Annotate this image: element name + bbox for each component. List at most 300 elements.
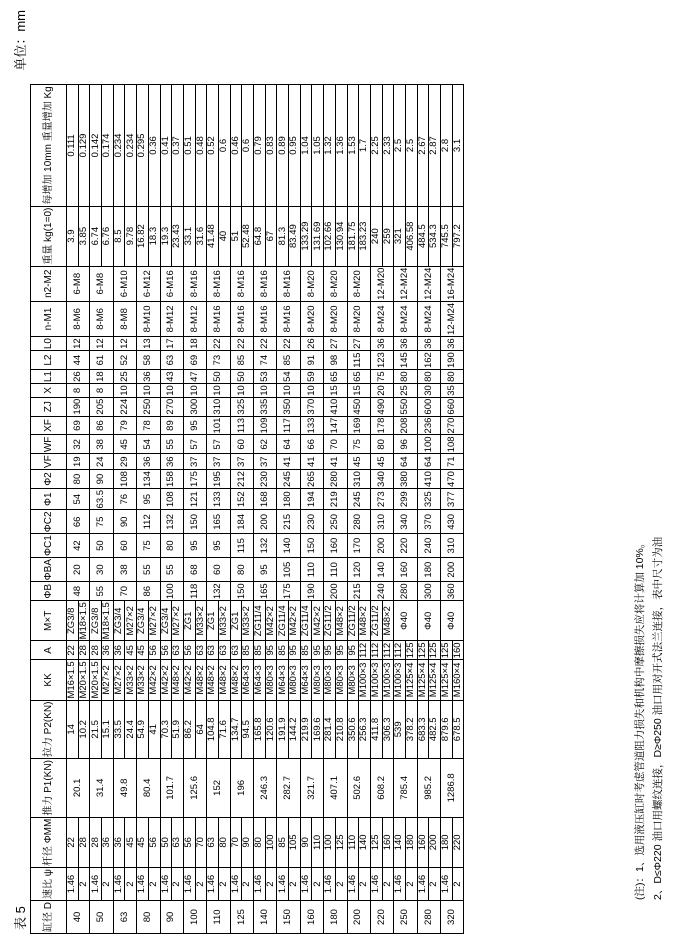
dim-cell: 190 — [67, 397, 90, 416]
rod-cell: 28 — [90, 817, 102, 867]
mt-cell: M48×2 — [359, 601, 371, 641]
column-header: X — [31, 384, 67, 398]
dim-cell: 270 — [160, 397, 183, 416]
dim-cell: 12 — [90, 337, 113, 351]
ratio-cell: 2 — [452, 868, 464, 901]
dim-cell: 175 — [183, 470, 206, 489]
ratio-cell: 2 — [218, 868, 230, 901]
weight-increment-cell: 0.89 — [277, 85, 289, 206]
pull-cell: 15.1 — [102, 700, 114, 759]
column-header: ΦC1 — [31, 534, 67, 558]
dim-cell: 325 — [417, 488, 440, 510]
weight-cell: 52.48 — [242, 206, 254, 266]
weight-increment-cell: 0.234 — [113, 85, 125, 206]
dim-cell: 550 — [394, 397, 417, 416]
a-cell: 85 — [277, 641, 289, 660]
rod-cell: 105 — [289, 817, 301, 867]
kk-cell: M80×3 — [265, 660, 277, 700]
table-body — [67, 85, 464, 934]
ratio-cell: 1.46 — [417, 868, 429, 901]
weight-cell: 183.23 — [359, 206, 371, 266]
push-cell: 407.1 — [324, 759, 347, 818]
bore-cell: 250 — [394, 901, 417, 934]
dim-cell: 50 — [207, 370, 230, 384]
rod-cell: 50 — [160, 817, 172, 867]
kk-cell: M33×2 — [137, 660, 149, 700]
dim-cell: 236 — [417, 416, 440, 435]
ratio-cell: 2 — [148, 868, 160, 901]
dim-cell: 90 — [113, 510, 136, 534]
kk-cell: M64×3 — [300, 660, 312, 700]
mt-cell: Φ40 — [394, 601, 417, 641]
dim-cell: 22 — [230, 337, 253, 351]
push-cell: 608.2 — [370, 759, 393, 818]
dim-cell: 69 — [67, 416, 90, 435]
pull-cell: 86.2 — [183, 700, 195, 759]
table-row — [254, 85, 266, 934]
kk-cell: M27×2 — [102, 660, 114, 700]
dim-cell: 265 — [300, 470, 323, 489]
kk-cell: M125×4 — [429, 660, 441, 700]
dim-cell: 212 — [230, 470, 253, 489]
column-header: 杆径 ΦMM — [31, 817, 67, 867]
push-cell: 125.6 — [183, 759, 206, 818]
push-cell: 985.2 — [417, 759, 440, 818]
dim-cell: 380 — [394, 470, 417, 489]
dim-cell: 110 — [300, 557, 323, 581]
bore-cell: 100 — [183, 901, 206, 934]
dim-cell: 71 — [441, 454, 464, 470]
push-cell: 31.4 — [90, 759, 113, 818]
weight-cell: 131.69 — [312, 206, 324, 266]
dim-cell: 63.5 — [90, 488, 113, 510]
dim-cell: 36 — [160, 454, 183, 470]
ratio-cell: 2 — [359, 868, 371, 901]
dim-cell: 8-M24 — [370, 301, 393, 336]
dim-cell: 80 — [441, 370, 464, 384]
pull-cell: 678.5 — [452, 700, 464, 759]
dim-cell: 101 — [207, 416, 230, 435]
weight-cell: 534.3 — [429, 206, 441, 266]
dim-cell: 27 — [347, 337, 370, 351]
a-cell: 22 — [67, 641, 79, 660]
dim-cell: 8 — [90, 384, 113, 398]
dim-cell: 8-M20 — [347, 301, 370, 336]
weight-cell: 23.43 — [172, 206, 184, 266]
dim-cell: 240 — [417, 534, 440, 558]
mt-cell: ZG1 — [183, 601, 195, 641]
dim-cell: 360 — [441, 582, 464, 601]
weight-cell: 81.3 — [277, 206, 289, 266]
pull-cell: 879.6 — [441, 700, 453, 759]
bore-cell: 200 — [347, 901, 370, 934]
a-cell: 125 — [405, 642, 417, 659]
dim-cell: 150 — [183, 510, 206, 534]
column-header: Φ2 — [31, 470, 67, 489]
rod-cell: 180 — [405, 817, 417, 867]
kk-cell: M64×3 — [277, 660, 289, 700]
bore-cell: 90 — [160, 901, 183, 934]
bore-cell: 280 — [417, 901, 440, 934]
dim-cell: 30 — [90, 557, 113, 581]
pull-cell: 350.6 — [347, 700, 359, 759]
push-cell: 321.7 — [300, 759, 323, 818]
column-header: 缸径 D — [31, 901, 67, 934]
dim-cell: 22 — [254, 337, 277, 351]
rod-cell: 56 — [148, 817, 160, 867]
ratio-cell: 1.46 — [67, 868, 79, 901]
bore-cell: 150 — [277, 901, 300, 934]
dim-cell: 98 — [324, 351, 347, 370]
dim-cell: 76 — [113, 488, 136, 510]
mt-cell: ZG3/8 — [67, 601, 79, 641]
dim-cell: 60 — [113, 534, 136, 558]
mt-cell: ZG1 — [230, 601, 242, 641]
dim-cell: 37 — [207, 454, 230, 470]
dim-cell: 8-M16 — [277, 301, 300, 336]
weight-increment-cell: 0.6 — [242, 85, 254, 206]
weight-cell: 259 — [382, 206, 394, 266]
table-row — [394, 85, 406, 934]
ratio-cell: 2 — [195, 868, 207, 901]
column-header: VF — [31, 454, 67, 470]
column-header: 重量 kg(1=0) — [31, 206, 67, 266]
dim-cell: 158 — [160, 470, 183, 489]
ratio-cell: 2 — [429, 868, 441, 901]
a-cell: 63 — [230, 641, 242, 660]
dim-cell: 8-M10 — [137, 301, 160, 336]
rod-cell: 45 — [137, 817, 149, 867]
a-cell: 160 — [451, 642, 463, 659]
ratio-cell: 1.46 — [183, 868, 195, 901]
dim-cell: 80 — [67, 470, 90, 489]
kk-cell: M20×1.5 — [77, 661, 89, 699]
pull-cell: 24.4 — [125, 700, 137, 759]
dim-cell: 450 — [347, 397, 370, 416]
dim-cell: 10 — [160, 384, 183, 398]
column-header: A — [31, 641, 67, 660]
weight-increment-cell: 0.95 — [289, 85, 301, 206]
rod-cell: 100 — [265, 817, 277, 867]
dim-cell: 300 — [183, 397, 206, 416]
weight-increment-cell: 0.295 — [137, 85, 149, 206]
weight-increment-cell: 2.8 — [441, 85, 453, 206]
dim-cell: 205 — [90, 397, 113, 416]
column-header: 拉力 P2(KN) — [31, 700, 67, 759]
dim-cell: 310 — [347, 470, 370, 489]
kk-cell: M27×2 — [113, 660, 125, 700]
a-cell: 85 — [242, 641, 254, 660]
dim-cell: 115 — [347, 351, 370, 370]
a-cell: 36 — [102, 641, 114, 660]
dim-cell: 240 — [370, 582, 393, 601]
dim-cell: 10 — [137, 384, 160, 398]
column-header: L1 — [31, 370, 67, 384]
dim-cell: 245 — [347, 488, 370, 510]
weight-increment-cell: 1.04 — [300, 85, 312, 206]
weight-increment-cell: 1.32 — [324, 85, 336, 206]
ratio-cell: 2 — [265, 868, 277, 901]
dim-cell: 64 — [394, 454, 417, 470]
weight-increment-cell: 0.234 — [125, 85, 137, 206]
pull-cell: 104.8 — [207, 700, 219, 759]
dim-cell: 60 — [207, 557, 230, 581]
push-cell: 1286.8 — [441, 759, 464, 818]
rod-cell: 70 — [195, 817, 207, 867]
mt-cell: Φ40 — [417, 601, 440, 641]
dim-cell: 160 — [394, 557, 417, 581]
ratio-cell: 2 — [289, 868, 301, 901]
dim-cell: 10 — [300, 384, 323, 398]
table-title: 表 5 — [13, 906, 28, 930]
weight-increment-cell: 1.7 — [359, 85, 371, 206]
mt-cell: M27×2 — [125, 601, 137, 641]
weight-increment-cell: 1.36 — [335, 85, 347, 206]
dim-cell: 30 — [417, 384, 440, 398]
dim-cell: 8-M8 — [113, 301, 136, 336]
dim-cell: 75 — [137, 534, 160, 558]
dim-cell: 112 — [137, 510, 160, 534]
dim-cell: 190 — [441, 351, 464, 370]
dim-cell: 8 — [67, 384, 90, 398]
table-row — [300, 85, 312, 934]
table-row — [67, 85, 79, 934]
push-cell: 49.8 — [113, 759, 136, 818]
ratio-cell: 1.46 — [300, 868, 312, 901]
note-1: (注)：1、选用液压缸时考虑管道阻力损失和机构中摩擦损失应将计算加 10%。 — [634, 537, 646, 900]
dim-cell: 8-M12 — [160, 301, 183, 336]
dim-cell: 270 — [441, 416, 464, 435]
dim-cell: 121 — [183, 488, 206, 510]
pull-cell: 482.5 — [429, 700, 441, 759]
dim-cell: 41 — [324, 454, 347, 470]
dim-cell: 230 — [254, 470, 277, 489]
dim-cell: 36 — [441, 337, 464, 351]
dim-cell: 273 — [370, 488, 393, 510]
column-header: n-M1 — [31, 301, 67, 336]
pull-cell: 10.2 — [78, 700, 90, 759]
column-header: 每增加 10mm 重量增加 Kg — [31, 85, 67, 206]
weight-increment-cell: 2.5 — [405, 85, 417, 206]
dim-cell: 36 — [394, 337, 417, 351]
rod-cell: 220 — [452, 817, 464, 867]
dim-cell: 55 — [160, 557, 183, 581]
dim-cell: 113 — [230, 416, 253, 435]
ratio-cell: 1.46 — [277, 868, 289, 901]
pull-cell: 21.5 — [90, 700, 102, 759]
table-row — [207, 85, 219, 934]
dim-cell: 8-M20 — [300, 301, 323, 336]
column-header: M×T — [31, 601, 67, 641]
kk-cell: M80×3 — [335, 660, 347, 700]
mt-cell: M48×2 — [382, 601, 394, 641]
weight-cell: 102.66 — [324, 206, 336, 266]
dim-cell: 68 — [183, 557, 206, 581]
mt-cell: ZG11/4 — [300, 601, 312, 641]
rod-cell: 140 — [394, 817, 406, 867]
notes — [632, 537, 668, 900]
rod-cell: 125 — [370, 817, 382, 867]
weight-increment-cell: 1.53 — [347, 85, 359, 206]
pull-cell: 169.6 — [312, 700, 324, 759]
dim-cell: 108 — [441, 435, 464, 454]
dim-cell: 62 — [254, 435, 277, 454]
dim-cell: 194 — [300, 488, 323, 510]
dim-cell: 78 — [137, 416, 160, 435]
dim-cell: 147 — [324, 416, 347, 435]
dim-cell: 280 — [394, 582, 417, 601]
mt-cell: M33×2 — [242, 601, 254, 641]
pull-cell: 64 — [195, 700, 207, 759]
weight-increment-cell: 0.51 — [183, 85, 195, 206]
dim-cell: 150 — [230, 582, 253, 601]
dim-cell: 37 — [183, 454, 206, 470]
dim-cell: 65 — [324, 370, 347, 384]
dim-cell: 42 — [67, 534, 90, 558]
a-cell: 28 — [78, 641, 90, 660]
dim-cell: 160 — [324, 534, 347, 558]
dim-cell: 115 — [230, 534, 253, 558]
dim-cell: 245 — [277, 470, 300, 489]
pull-cell: 191.9 — [277, 700, 289, 759]
dim-cell: 10 — [254, 384, 277, 398]
rod-cell: 110 — [347, 817, 359, 867]
dim-cell: 410 — [417, 470, 440, 489]
dim-cell: 29 — [113, 454, 136, 470]
rod-cell: 85 — [277, 817, 289, 867]
mt-cell: ZG11/4 — [277, 601, 289, 641]
dim-cell: 208 — [394, 416, 417, 435]
header-row — [31, 85, 67, 934]
dim-cell: 48 — [67, 582, 90, 601]
dim-cell: 132 — [207, 582, 230, 601]
dim-cell: 89 — [160, 416, 183, 435]
a-cell: 95 — [289, 641, 301, 660]
a-cell: 63 — [207, 641, 219, 660]
kk-cell: M42×2 — [160, 660, 172, 700]
rod-cell: 125 — [335, 817, 347, 867]
rod-cell: 180 — [441, 817, 453, 867]
a-cell: 45 — [137, 641, 149, 660]
weight-increment-cell: 0.79 — [254, 85, 266, 206]
dim-cell: 25 — [113, 370, 136, 384]
dim-cell: 70 — [113, 582, 136, 601]
dim-cell: 45 — [113, 435, 136, 454]
dim-cell: 54 — [277, 370, 300, 384]
dim-cell: 10 — [207, 384, 230, 398]
ratio-cell: 2 — [102, 868, 114, 901]
dim-cell: 55 — [160, 435, 183, 454]
weight-cell: 16.82 — [137, 206, 149, 266]
ratio-cell: 1.46 — [207, 868, 219, 901]
dim-cell: 57 — [207, 435, 230, 454]
mt-cell: ZG3/4 — [160, 601, 172, 641]
dim-cell: 47 — [183, 370, 206, 384]
dim-cell: 280 — [347, 510, 370, 534]
ratio-cell: 1.46 — [137, 868, 149, 901]
dim-cell: 66 — [300, 435, 323, 454]
bore-cell: 50 — [90, 901, 113, 934]
kk-cell: M100×3 — [394, 660, 406, 700]
kk-cell: M20×1.5 — [89, 661, 101, 699]
dim-cell: 10 — [230, 384, 253, 398]
dim-cell: 38 — [90, 435, 113, 454]
dim-cell: 41 — [300, 454, 323, 470]
weight-increment-cell: 3.1 — [452, 85, 464, 206]
weight-cell: 31.6 — [195, 206, 207, 266]
dim-cell: 215 — [277, 510, 300, 534]
weight-cell: 133.29 — [300, 206, 312, 266]
a-cell: 95 — [312, 641, 324, 660]
a-cell: 85 — [254, 641, 266, 660]
dim-cell: 58 — [137, 351, 160, 370]
a-cell: 112 — [393, 642, 405, 658]
dim-cell: 95 — [254, 557, 277, 581]
mt-cell: M27×2 — [148, 601, 160, 641]
dim-cell: 175 — [277, 582, 300, 601]
dim-cell: 24 — [90, 454, 113, 470]
push-cell: 246.3 — [254, 759, 277, 818]
bore-cell: 80 — [137, 901, 160, 934]
table-row — [417, 85, 429, 934]
dim-cell: 117 — [277, 416, 300, 435]
kk-cell: M64×3 — [254, 660, 266, 700]
ratio-cell: 1.46 — [324, 868, 336, 901]
bore-cell: 180 — [324, 901, 347, 934]
weight-increment-cell: 0.174 — [102, 85, 114, 206]
kk-cell: M125×4 — [417, 660, 429, 700]
dim-cell: 299 — [394, 488, 417, 510]
dim-cell: 8-M6 — [67, 301, 90, 336]
dim-cell: 8-M16 — [254, 266, 277, 301]
dim-cell: 55 — [90, 582, 113, 601]
pull-cell: 14 — [67, 700, 79, 759]
table-row — [441, 85, 453, 934]
dim-cell: 340 — [394, 510, 417, 534]
weight-cell: 40 — [218, 206, 230, 266]
dim-cell: 73 — [207, 351, 230, 370]
dim-cell: 310 — [370, 510, 393, 534]
pull-cell: 41 — [148, 700, 160, 759]
dim-cell: 41 — [277, 454, 300, 470]
dim-cell: 10 — [277, 384, 300, 398]
weight-cell: 83.49 — [289, 206, 301, 266]
weight-increment-cell: 0.36 — [148, 85, 160, 206]
weight-increment-cell: 2.67 — [417, 85, 429, 206]
dim-cell: 91 — [300, 351, 323, 370]
dim-cell: 80 — [230, 557, 253, 581]
dim-cell: 600 — [417, 397, 440, 416]
column-header: XF — [31, 416, 67, 435]
dim-cell: 370 — [300, 397, 323, 416]
mt-cell: M42×2 — [265, 601, 277, 641]
dim-cell: 200 — [254, 510, 277, 534]
pull-cell: 144.2 — [289, 700, 301, 759]
a-cell: 56 — [183, 641, 195, 660]
kk-cell: M48×2 — [230, 660, 242, 700]
dim-cell: 80 — [370, 435, 393, 454]
ratio-cell: 1.46 — [394, 868, 406, 901]
weight-cell: 745.5 — [441, 206, 453, 266]
ratio-cell: 2 — [382, 868, 394, 901]
kk-cell: M80×3 — [324, 660, 336, 700]
dim-cell: 85 — [230, 351, 253, 370]
dim-cell: 57 — [183, 435, 206, 454]
rod-cell: 80 — [218, 817, 230, 867]
dim-cell: 15 — [324, 384, 347, 398]
dim-cell: 152 — [230, 488, 253, 510]
ratio-cell: 2 — [172, 868, 184, 901]
